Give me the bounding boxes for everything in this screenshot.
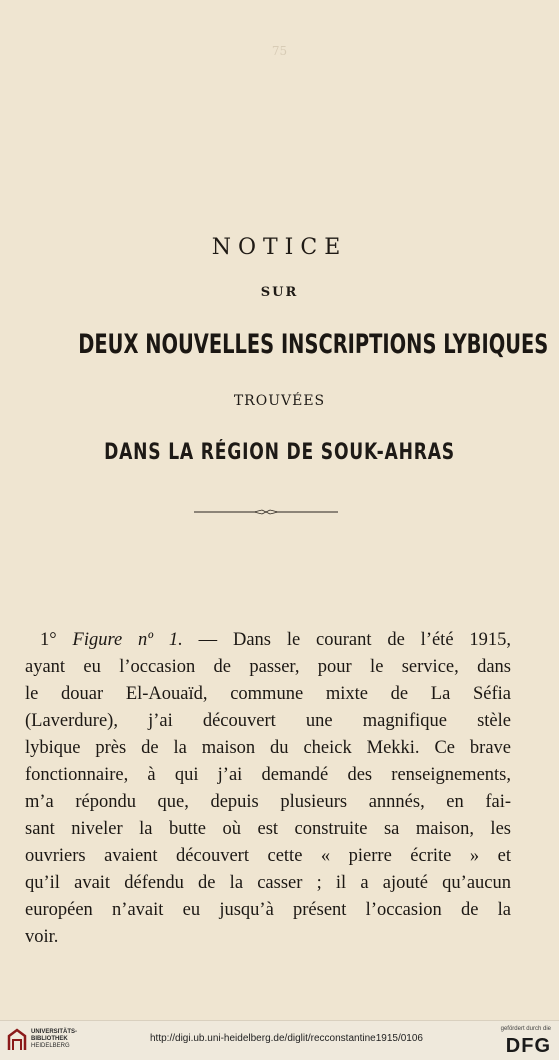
body-line: m’a répondu que, depuis plusieurs annnés, en fai- <box>25 792 511 812</box>
body-paragraph <box>25 627 511 951</box>
uni-line-3: HEIDELBERG <box>31 1043 70 1049</box>
heading-title: DEUX NOUVELLES INSCRIPTIONS LYBIQUES <box>78 329 549 360</box>
body-line: européen n’avait eu jusqu’à présent l’occasion de la <box>25 900 511 920</box>
footer-bar <box>0 1020 559 1060</box>
uni-line-2: BIBLIOTHEK <box>31 1036 68 1042</box>
uni-line-1: UNIVERSITÄTS- <box>31 1029 78 1035</box>
university-logo-icon <box>6 1028 28 1052</box>
body-line: qu’il avait défendu de la casser ; il a ajouté qu’aucun <box>25 873 511 893</box>
body-line: ouvriers avaient découvert cette « pierre écrite » et <box>25 846 511 866</box>
heading-region: DANS LA RÉGION DE SOUK-AHRAS <box>104 440 455 465</box>
figure-prefix: 1° <box>40 630 57 650</box>
page-number: 75 <box>271 44 288 58</box>
body-line: ayant eu l’occasion de passer, pour le service, dans <box>25 657 511 677</box>
heading-trouvees: TROUVÉES <box>233 393 326 409</box>
body-line-text: — Dans le courant de l’été 1915, <box>198 630 511 650</box>
body-line: sant niveler la butte où est construite sa maison, les <box>25 819 511 839</box>
heading-sur: SUR <box>260 285 299 300</box>
body-line: fonctionnaire, à qui j’ai demandé des renseignements, <box>25 765 511 785</box>
body-line: (Laverdure), j’ai découvert une magnifique stèle <box>25 711 511 731</box>
dfg-logo: DFG <box>505 1035 551 1057</box>
body-line: le douar El-Aouaïd, commune mixte de La Séfia <box>25 684 511 704</box>
heading-notice: NOTICE <box>211 235 348 260</box>
university-name <box>31 1029 77 1050</box>
body-line <box>25 627 511 654</box>
dfg-label: gefördert durch die <box>500 1026 551 1032</box>
ornament-divider-icon <box>194 509 338 515</box>
source-url-link[interactable]: http://digi.ub.uni-heidelberg.de/diglit/recconstantine1915/0106 <box>150 1033 423 1044</box>
body-line: voir. <box>25 927 59 947</box>
body-line: lybique près de la maison du cheick Mekki. Ce brave <box>25 738 511 758</box>
figure-label: Figure nº 1. <box>72 630 183 650</box>
